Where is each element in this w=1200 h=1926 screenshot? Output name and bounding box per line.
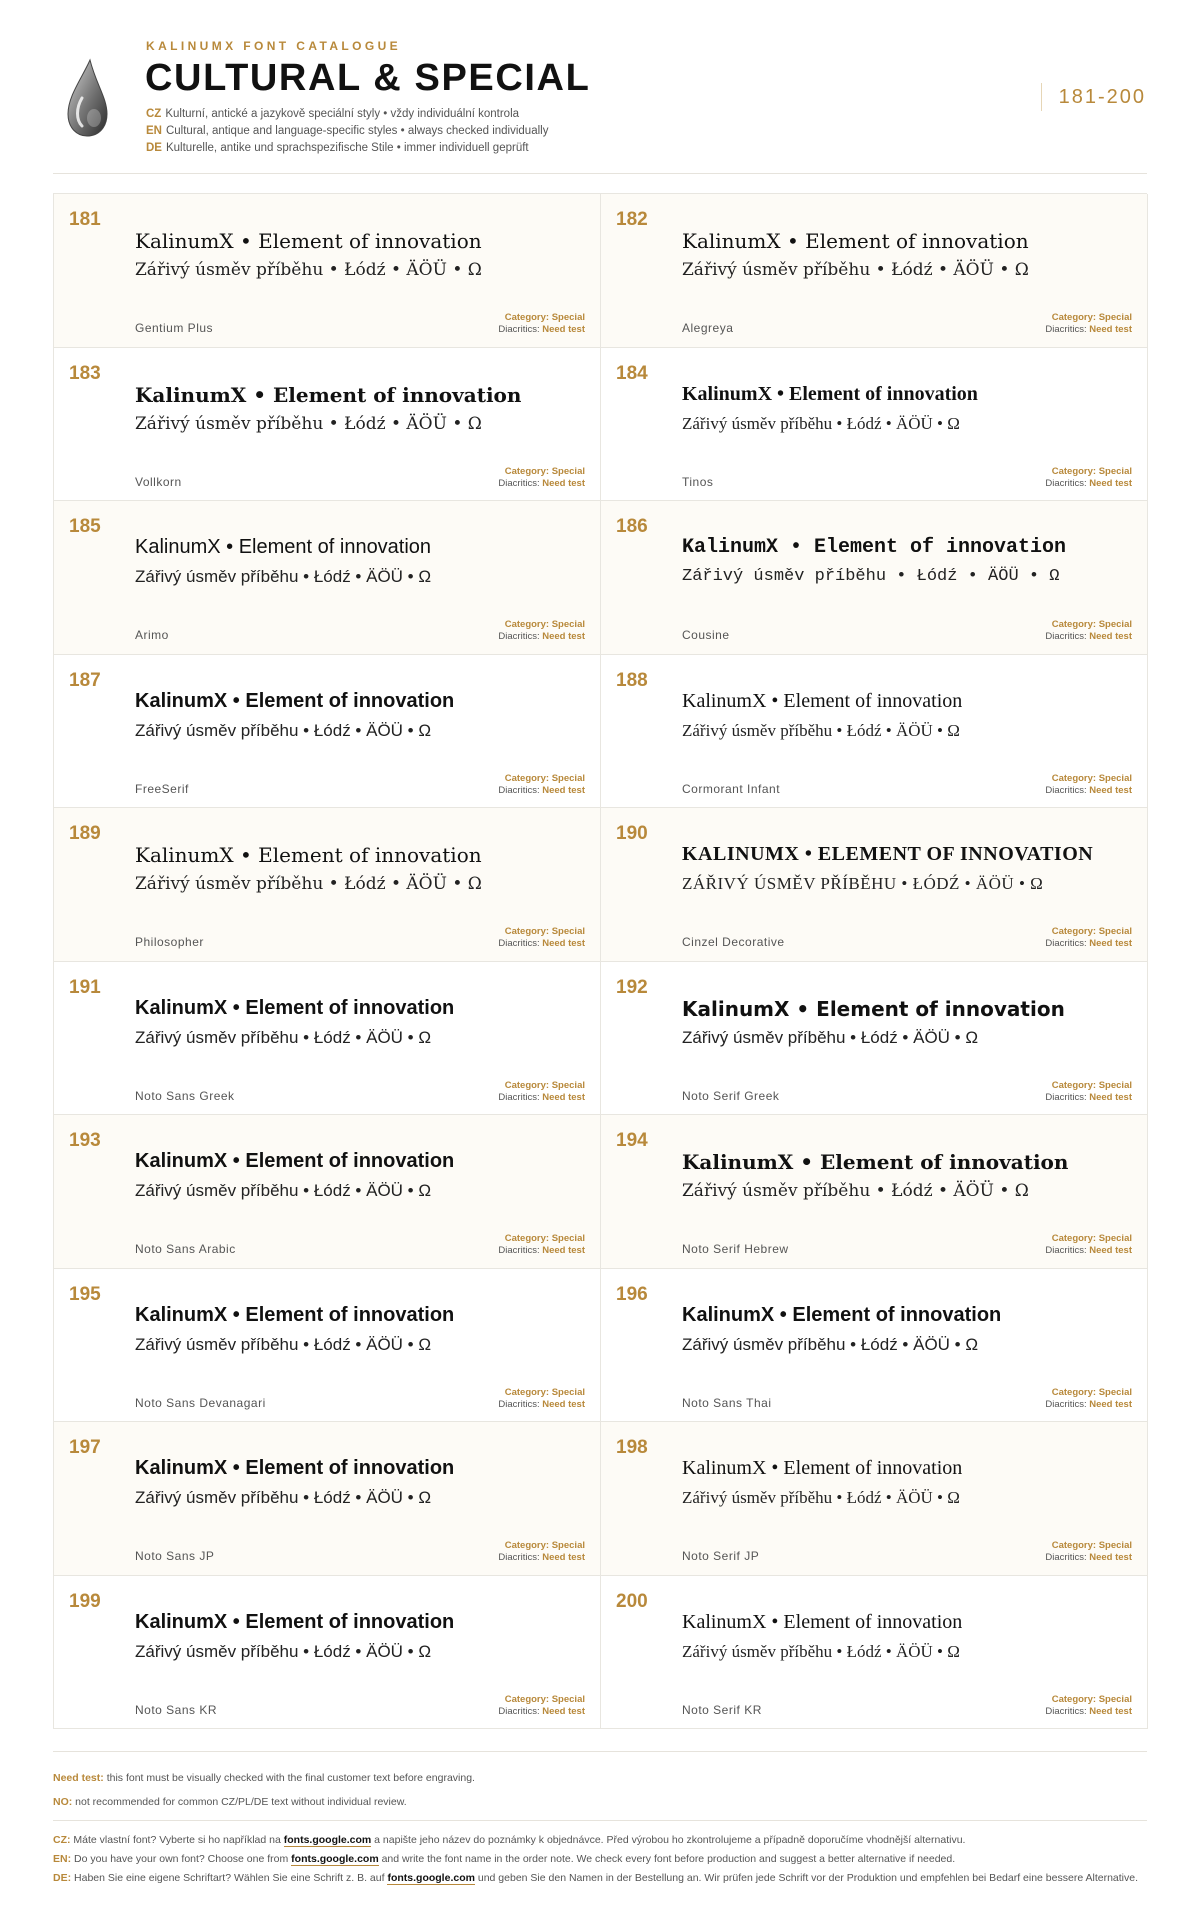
sample-line-2: ZÁŘIVÝ ÚSMĚV PŘÍBĚHU • ŁÓDŹ • ÄÖÜ • Ω bbox=[682, 874, 1044, 893]
sample-line-2: Zářivý úsměv příběhu • Łódź • ÄÖÜ • Ω bbox=[682, 720, 960, 740]
font-number: 200 bbox=[616, 1590, 648, 1612]
diacritics-value: Need test bbox=[542, 1552, 585, 1563]
catalogue-footer bbox=[53, 1751, 1147, 1888]
font-meta bbox=[1045, 773, 1132, 797]
diacritics-value: Need test bbox=[1089, 631, 1132, 642]
font-card bbox=[601, 348, 1148, 502]
category-line: Category: Special bbox=[1051, 619, 1132, 630]
font-number: 181 bbox=[69, 209, 101, 230]
sample-line-1: KalinumX • Element of innovation bbox=[135, 689, 455, 712]
diacritics-line: Diacritics: Need test bbox=[498, 1091, 585, 1103]
diacritics-value: Need test bbox=[542, 477, 585, 489]
diacritics-value: Need test bbox=[542, 1398, 585, 1410]
font-name: Philosopher bbox=[135, 935, 204, 949]
category-value: Special bbox=[1098, 312, 1132, 323]
font-name: Noto Sans JP bbox=[135, 1549, 215, 1563]
diacritics-value: Need test bbox=[1089, 938, 1132, 949]
font-name: Alegreya bbox=[682, 321, 734, 335]
lang-line-de: DE Kulturelle, antike und sprachspezifische Stile • immer individuell geprüft bbox=[146, 142, 529, 154]
font-card bbox=[54, 1269, 601, 1423]
font-name: Vollkorn bbox=[135, 474, 182, 489]
diacritics-line: Diacritics: Need test bbox=[498, 477, 585, 489]
sample-line-2: Zářivý úsměv příběhu • Łódź • ÄÖÜ • Ω bbox=[135, 1027, 432, 1047]
category-value: Special bbox=[1098, 772, 1132, 784]
category-value: Special bbox=[1098, 465, 1132, 477]
diacritics-value: Need test bbox=[542, 1091, 585, 1103]
font-name: Noto Sans KR bbox=[135, 1702, 218, 1717]
legend bbox=[53, 1752, 1147, 1821]
custom-font-notes bbox=[53, 1821, 1147, 1887]
sample-line-2: Zářivý úsměv příběhu • Łódź • ÄÖÜ • Ω bbox=[682, 1181, 1029, 1201]
sample-line-2: Zářivý úsměv příběhu • Łódź • ÄÖÜ • Ω bbox=[682, 1027, 979, 1047]
font-card bbox=[601, 1115, 1148, 1269]
category-line: Category: Special bbox=[1051, 1693, 1132, 1705]
sample-line-1: KalinumX • Element of innovation bbox=[135, 229, 482, 253]
drop-logo-icon bbox=[64, 58, 110, 138]
font-name: Cormorant Infant bbox=[682, 781, 781, 796]
google-fonts-link[interactable]: fonts.google.com bbox=[387, 1872, 475, 1884]
diacritics-value: Need test bbox=[542, 631, 585, 642]
font-card bbox=[54, 1115, 601, 1269]
diacritics-value: Need test bbox=[1089, 324, 1132, 335]
category-value: Special bbox=[551, 465, 585, 477]
legend-no: NO: not recommended for common CZ/PL/DE text without individual review. bbox=[53, 1796, 407, 1808]
font-meta bbox=[1045, 312, 1132, 336]
font-card bbox=[54, 808, 601, 962]
font-number: 186 bbox=[616, 516, 648, 537]
sample-line-1: KalinumX • Element of innovation bbox=[135, 1610, 455, 1633]
category-line: Category: Special bbox=[504, 772, 585, 784]
sample-line-2: Zářivý úsměv příběhu • Łódź • ÄÖÜ • Ω bbox=[135, 1334, 432, 1354]
diacritics-line: Diacritics: Need test bbox=[498, 1705, 585, 1717]
category-value: Special bbox=[1098, 926, 1132, 937]
category-line: Category: Special bbox=[1051, 312, 1132, 323]
category-value: Special bbox=[1098, 619, 1132, 630]
category-value: Special bbox=[551, 1079, 585, 1091]
font-number: 183 bbox=[69, 362, 101, 384]
category-value: Special bbox=[551, 1693, 585, 1705]
diacritics-line: Diacritics: Need test bbox=[498, 784, 585, 796]
font-name: Arimo bbox=[135, 628, 169, 642]
diacritics-value: Need test bbox=[1089, 784, 1132, 796]
category-line: Category: Special bbox=[1051, 1233, 1132, 1244]
sample-line-2: Zářivý úsměv příběhu • Łódź • ÄÖÜ • Ω bbox=[135, 720, 432, 740]
font-number: 194 bbox=[616, 1130, 648, 1151]
font-card bbox=[601, 655, 1148, 809]
font-card bbox=[54, 1576, 601, 1730]
sample-line-1: KalinumX • Element of innovation bbox=[682, 689, 963, 712]
font-name: FreeSerif bbox=[135, 781, 189, 796]
diacritics-value: Need test bbox=[1089, 1245, 1132, 1256]
diacritics-line: Diacritics: Need test bbox=[498, 1552, 585, 1563]
category-line: Category: Special bbox=[1051, 926, 1132, 937]
font-card bbox=[54, 962, 601, 1116]
diacritics-value: Need test bbox=[542, 1705, 585, 1717]
font-name: Noto Serif Hebrew bbox=[682, 1242, 789, 1256]
font-meta bbox=[1045, 1540, 1132, 1564]
font-name: Noto Sans Devanagari bbox=[135, 1395, 266, 1410]
sample-line-1: KALINUMX • ELEMENT OF INNOVATION bbox=[682, 843, 1094, 865]
category-value: Special bbox=[551, 926, 585, 937]
category-line: Category: Special bbox=[504, 1233, 585, 1244]
sample-line-1: KalinumX • Element of innovation bbox=[682, 536, 1067, 559]
font-number: 193 bbox=[69, 1130, 101, 1151]
font-meta bbox=[498, 1694, 585, 1718]
font-name: Tinos bbox=[682, 474, 714, 489]
sample-line-1: KalinumX • Element of innovation bbox=[135, 382, 522, 407]
sample-line-1: KalinumX • Element of innovation bbox=[682, 996, 1065, 1021]
font-name: Noto Sans Greek bbox=[135, 1088, 235, 1103]
category-value: Special bbox=[551, 1386, 585, 1398]
font-number: 182 bbox=[616, 209, 648, 230]
font-range: 181-200 bbox=[1041, 83, 1147, 111]
category-line: Category: Special bbox=[504, 1079, 585, 1091]
diacritics-line: Diacritics: Need test bbox=[1045, 477, 1132, 489]
legend-need-test: Need test: this font must be visually checked with the final customer text before engraving. bbox=[53, 1772, 475, 1784]
diacritics-value: Need test bbox=[542, 938, 585, 949]
font-number: 190 bbox=[616, 823, 648, 844]
category-value: Special bbox=[551, 1540, 585, 1551]
font-meta bbox=[498, 1387, 585, 1411]
sample-line-1: KalinumX • Element of innovation bbox=[135, 1457, 455, 1479]
font-number: 184 bbox=[616, 362, 648, 384]
font-card bbox=[54, 194, 601, 348]
diacritics-value: Need test bbox=[1089, 1091, 1132, 1103]
font-name: Noto Sans Thai bbox=[682, 1395, 772, 1410]
category-line: Category: Special bbox=[504, 619, 585, 630]
catalogue-header bbox=[53, 36, 1147, 174]
font-number: 195 bbox=[69, 1283, 101, 1305]
sample-line-1: KalinumX • Element of innovation bbox=[682, 382, 978, 405]
font-card bbox=[601, 194, 1148, 348]
sample-line-2: Zářivý úsměv příběhu • Łódź • ÄÖÜ • Ω bbox=[682, 1334, 979, 1354]
sample-line-2: Zářivý úsměv příběhu • Łódź • ÄÖÜ • Ω bbox=[135, 260, 482, 280]
font-card bbox=[601, 1269, 1148, 1423]
sample-line-2: Zářivý úsměv příběhu • Łódź • ÄÖÜ • Ω bbox=[682, 1641, 960, 1661]
note-cz: CZ: Máte vlastní font? Vyberte si ho například na fonts.google.com a napište jeho název do poznámky k objednávce. Před výrobou ho zkontrolujeme a případně doporučíme vhodnější alternativu. bbox=[53, 1834, 966, 1846]
note-en: EN: Do you have your own font? Choose one from fonts.google.com and write the font name in the order note. We check every font before production and suggest a better alternative if needed. bbox=[53, 1853, 956, 1865]
sample-line-2: Zářivý úsměv příběhu • Łódź • ÄÖÜ • Ω bbox=[682, 260, 1029, 280]
diacritics-line: Diacritics: Need test bbox=[498, 631, 585, 642]
diacritics-value: Need test bbox=[1089, 1398, 1132, 1410]
font-meta bbox=[1045, 1387, 1132, 1411]
category-line: Category: Special bbox=[504, 465, 585, 477]
font-name: Noto Serif JP bbox=[682, 1549, 760, 1563]
diacritics-value: Need test bbox=[542, 1245, 585, 1256]
lang-line-en: EN Cultural, antique and language-specific styles • always checked individually bbox=[146, 125, 549, 137]
diacritics-line: Diacritics: Need test bbox=[498, 1245, 585, 1256]
sample-line-1: KalinumX • Element of innovation bbox=[682, 1610, 963, 1633]
category-line: Category: Special bbox=[1051, 1079, 1132, 1091]
category-value: Special bbox=[551, 312, 585, 323]
font-number: 198 bbox=[616, 1437, 648, 1458]
font-number: 197 bbox=[69, 1437, 101, 1458]
sample-line-1: KalinumX • Element of innovation bbox=[135, 1303, 455, 1326]
language-descriptions bbox=[146, 106, 548, 157]
font-meta bbox=[1045, 466, 1132, 490]
note-de: DE: Haben Sie eine eigene Schriftart? Wählen Sie eine Schrift z. B. auf fonts.google.com und geben Sie den Namen in der Bestellung an. Wir prüfen jede Schrift vor der Produktion und empfehlen bei Bedarf eine bessere Alternative. bbox=[53, 1872, 1139, 1884]
category-line: Category: Special bbox=[1051, 465, 1132, 477]
category-value: Special bbox=[1098, 1079, 1132, 1091]
diacritics-line: Diacritics: Need test bbox=[1045, 1091, 1132, 1103]
font-grid bbox=[53, 193, 1147, 1729]
font-card bbox=[601, 1422, 1148, 1576]
sample-line-2: Zářivý úsměv příběhu • Łódź • ÄÖÜ • Ω bbox=[135, 413, 482, 434]
font-card bbox=[54, 501, 601, 655]
catalogue-eyebrow: KALINUMX FONT CATALOGUE bbox=[146, 39, 402, 53]
diacritics-line: Diacritics: Need test bbox=[1045, 1245, 1132, 1256]
diacritics-value: Need test bbox=[1089, 477, 1132, 489]
font-card bbox=[54, 348, 601, 502]
font-meta bbox=[498, 1233, 585, 1257]
category-value: Special bbox=[1098, 1540, 1132, 1551]
lang-line-cz: CZ Kulturní, antické a jazykově speciální styly • vždy individuální kontrola bbox=[146, 108, 520, 120]
diacritics-line: Diacritics: Need test bbox=[1045, 324, 1132, 335]
diacritics-line: Diacritics: Need test bbox=[1045, 784, 1132, 796]
font-number: 189 bbox=[69, 823, 101, 844]
category-value: Special bbox=[1098, 1386, 1132, 1398]
font-number: 191 bbox=[69, 976, 101, 998]
sample-line-2: Zářivý úsměv příběhu • Łódź • ÄÖÜ • Ω bbox=[135, 1181, 432, 1200]
font-number: 199 bbox=[69, 1590, 101, 1612]
google-fonts-link[interactable]: fonts.google.com bbox=[283, 1834, 372, 1846]
font-card bbox=[601, 962, 1148, 1116]
sample-line-2: Zářivý úsměv příběhu • Łódź • ÄÖÜ • Ω bbox=[135, 874, 482, 894]
font-meta bbox=[1045, 1694, 1132, 1718]
font-meta bbox=[498, 619, 585, 643]
font-name: Noto Sans Arabic bbox=[135, 1242, 236, 1256]
category-line: Category: Special bbox=[1051, 1540, 1132, 1551]
diacritics-line: Diacritics: Need test bbox=[498, 1398, 585, 1410]
category-line: Category: Special bbox=[504, 1540, 585, 1551]
category-line: Category: Special bbox=[504, 926, 585, 937]
font-meta bbox=[1045, 926, 1132, 950]
diacritics-line: Diacritics: Need test bbox=[1045, 1398, 1132, 1410]
diacritics-value: Need test bbox=[542, 784, 585, 796]
diacritics-value: Need test bbox=[1089, 1552, 1132, 1563]
category-value: Special bbox=[1098, 1233, 1132, 1244]
font-card bbox=[601, 501, 1148, 655]
font-meta bbox=[1045, 1080, 1132, 1104]
font-meta bbox=[498, 312, 585, 336]
sample-line-1: KalinumX • Element of innovation bbox=[682, 1150, 1069, 1174]
font-name: Cinzel Decorative bbox=[682, 935, 785, 949]
font-number: 192 bbox=[616, 976, 648, 998]
font-number: 188 bbox=[616, 669, 648, 691]
font-number: 185 bbox=[69, 516, 101, 537]
font-meta bbox=[498, 926, 585, 950]
category-value: Special bbox=[551, 772, 585, 784]
font-meta bbox=[498, 773, 585, 797]
font-name: Cousine bbox=[682, 628, 730, 642]
diacritics-line: Diacritics: Need test bbox=[498, 938, 585, 949]
sample-line-1: KalinumX • Element of innovation bbox=[135, 996, 455, 1019]
diacritics-line: Diacritics: Need test bbox=[1045, 631, 1132, 642]
google-fonts-link[interactable]: fonts.google.com bbox=[291, 1853, 379, 1865]
diacritics-line: Diacritics: Need test bbox=[1045, 1552, 1132, 1563]
category-line: Category: Special bbox=[504, 1693, 585, 1705]
sample-line-1: KalinumX • Element of innovation bbox=[135, 843, 482, 867]
font-card bbox=[54, 655, 601, 809]
sample-line-2: Zářivý úsměv příběhu • Łódź • ÄÖÜ • Ω bbox=[682, 567, 1060, 586]
sample-line-1: KalinumX • Element of innovation bbox=[135, 536, 432, 558]
category-value: Special bbox=[551, 1233, 585, 1244]
font-meta bbox=[498, 466, 585, 490]
font-number: 196 bbox=[616, 1283, 648, 1305]
sample-line-1: KalinumX • Element of innovation bbox=[682, 1303, 1002, 1326]
category-line: Category: Special bbox=[504, 1386, 585, 1398]
font-card bbox=[601, 808, 1148, 962]
font-meta bbox=[498, 1080, 585, 1104]
diacritics-line: Diacritics: Need test bbox=[1045, 1705, 1132, 1717]
diacritics-line: Diacritics: Need test bbox=[1045, 938, 1132, 949]
sample-line-2: Zářivý úsměv příběhu • Łódź • ÄÖÜ • Ω bbox=[682, 413, 960, 433]
category-value: Special bbox=[551, 619, 585, 630]
font-meta bbox=[1045, 1233, 1132, 1257]
diacritics-value: Need test bbox=[1089, 1705, 1132, 1717]
font-number: 187 bbox=[69, 669, 101, 691]
sample-line-1: KalinumX • Element of innovation bbox=[135, 1150, 455, 1172]
category-value: Special bbox=[1098, 1693, 1132, 1705]
font-name: Noto Serif Greek bbox=[682, 1088, 780, 1103]
font-card bbox=[54, 1422, 601, 1576]
sample-line-1: KalinumX • Element of innovation bbox=[682, 229, 1029, 253]
diacritics-value: Need test bbox=[542, 324, 585, 335]
sample-line-2: Zářivý úsměv příběhu • Łódź • ÄÖÜ • Ω bbox=[135, 1641, 432, 1661]
category-line: Category: Special bbox=[1051, 772, 1132, 784]
font-name: Noto Serif KR bbox=[682, 1702, 762, 1717]
page-title: CULTURAL & SPECIAL bbox=[145, 57, 591, 99]
sample-line-1: KalinumX • Element of innovation bbox=[682, 1457, 963, 1479]
sample-line-2: Zářivý úsměv příběhu • Łódź • ÄÖÜ • Ω bbox=[682, 1488, 960, 1507]
diacritics-line: Diacritics: Need test bbox=[498, 324, 585, 335]
font-card bbox=[601, 1576, 1148, 1730]
category-line: Category: Special bbox=[504, 312, 585, 323]
font-meta bbox=[1045, 619, 1132, 643]
category-line: Category: Special bbox=[1051, 1386, 1132, 1398]
font-name: Gentium Plus bbox=[135, 321, 214, 335]
font-meta bbox=[498, 1540, 585, 1564]
sample-line-2: Zářivý úsměv příběhu • Łódź • ÄÖÜ • Ω bbox=[135, 567, 432, 586]
sample-line-2: Zářivý úsměv příběhu • Łódź • ÄÖÜ • Ω bbox=[135, 1488, 432, 1507]
